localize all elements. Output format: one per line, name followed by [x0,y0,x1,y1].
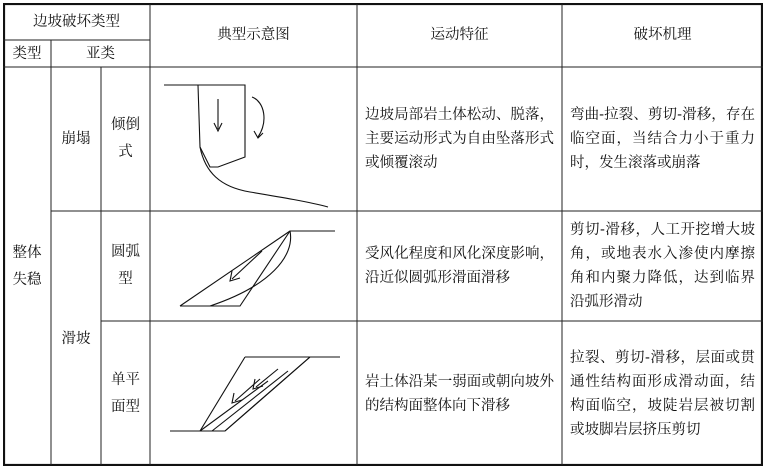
header-subtype: 亚类 [86,45,115,62]
motion-toppling: 边坡局部岩土体松动、脱落，主要运动形式为自由坠落形式或倾覆滚动 [365,107,554,171]
circular-arrow-shaft [232,251,262,279]
toppling-rotation-arrow [252,97,264,137]
circular-face [180,231,290,306]
toppling-block [164,85,245,167]
planar-arrow-2-shaft [256,369,278,387]
form-toppling: 倾倒 式 [111,117,140,160]
motion-circular: 受风化程度和风化深度影响，沿近似圆弧形滑面滑移 [365,246,554,286]
planar-plane-2 [212,371,288,431]
toppling-rotation-head [254,131,263,138]
header-type: 类型 [12,45,42,62]
circular-slope [180,231,335,306]
header-mechanism: 破坏机理 [633,27,692,43]
motion-planar: 岩土体沿某一弱面或朝向坡外的结构面整体向下滑移 [365,373,554,414]
form-circular: 圆弧 型 [111,244,140,287]
mechanism-circular: 剪切-滑移，人工开挖增大坡角，或地表水入渗使内摩擦角和内聚力降低，达到临界沿弧形滑动 [570,222,755,310]
planar-slope [170,357,340,431]
toppling-slope [200,147,328,207]
header-diagram: 典型示意图 [217,27,290,43]
form-planar: 单平 面型 [111,371,140,415]
header-motion: 运动特征 [430,27,489,43]
circular-diagram [150,211,357,321]
subtype-slide: 滑坡 [61,330,91,347]
header-group: 边坡破坏类型 [33,13,120,30]
mechanism-planar: 拉裂、剪切-滑移，层面或贯通性结构面形成滑动面，结构面临空，坡陡岩层被切割或坡脚岩层挤压剪切 [570,349,755,438]
circular-slip-surface [210,231,291,306]
type-overall-instability: 整体 失稳 [12,244,42,288]
mechanism-toppling: 弯曲-拉裂、剪切-滑移，存在临空面，当结合力小于重力时，发生滚落或崩落 [570,107,755,171]
failure-type-table [3,3,763,466]
planar-diagram [150,321,357,466]
toppling-diagram [150,67,357,211]
subtype-collapse: 崩塌 [61,131,91,147]
